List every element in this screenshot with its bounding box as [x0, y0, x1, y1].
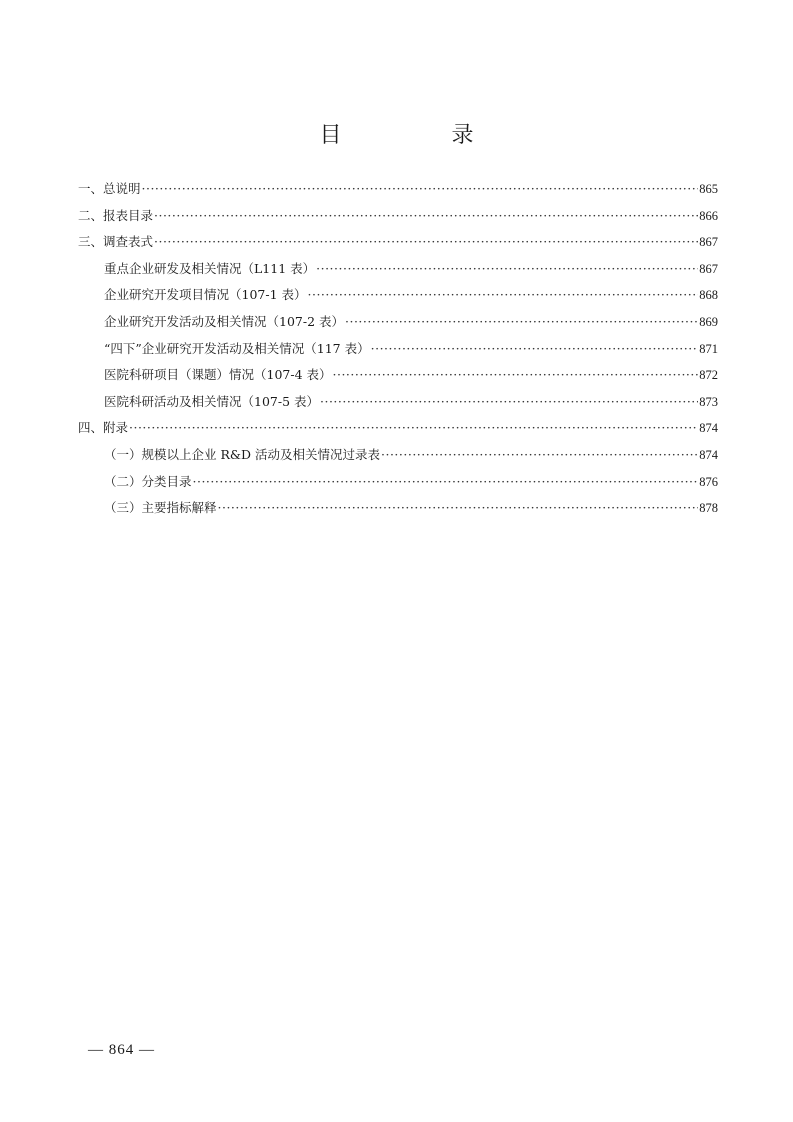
toc-entry-label: 医院科研项目（课题）情况（107-4 表）	[104, 367, 332, 383]
toc-leader	[320, 389, 698, 416]
toc-entry-label: 医院科研活动及相关情况（107-5 表）	[104, 393, 320, 409]
toc-leader	[345, 309, 698, 336]
page-number: — 864 —	[88, 1042, 155, 1058]
toc-entry-label: 三、调查表式	[78, 234, 154, 250]
page-title: 目 录	[319, 123, 518, 148]
toc-entry-page: 869	[699, 314, 718, 329]
toc-entry[interactable]	[78, 309, 718, 336]
toc-entry[interactable]	[78, 415, 718, 442]
toc-entry-page: 871	[699, 341, 718, 356]
toc-entry-label: （三）主要指标解释	[104, 500, 217, 516]
toc-leader	[381, 442, 698, 469]
toc-entry[interactable]	[78, 229, 718, 256]
toc-entry-label: 企业研究开发活动及相关情况（107-2 表）	[104, 313, 345, 329]
toc-leader	[129, 415, 698, 442]
toc-leader	[316, 256, 698, 283]
toc-entry[interactable]	[78, 282, 718, 309]
toc-entry-page: 876	[699, 474, 718, 489]
toc-entry-page: 868	[699, 288, 718, 303]
toc-entry-page: 874	[699, 421, 718, 436]
toc-entry-label: （二）分类目录	[104, 473, 192, 489]
toc-entry[interactable]	[78, 176, 718, 203]
toc-leader	[308, 282, 699, 309]
toc-entry-page: 867	[699, 261, 718, 276]
toc-entry[interactable]	[78, 336, 718, 363]
toc-entry-page: 865	[699, 182, 718, 196]
toc-entry-page: 874	[699, 447, 718, 462]
toc-entry[interactable]	[78, 442, 718, 469]
toc-leader	[154, 229, 698, 256]
toc-entry-label: 四、附录	[78, 420, 129, 436]
toc-entry-page: 867	[699, 235, 718, 250]
table-of-contents	[78, 176, 718, 522]
toc-entry-label: “四下”企业研究开发活动及相关情况（117 表）	[104, 340, 370, 356]
toc-entry[interactable]	[78, 256, 718, 283]
toc-entry-page: 873	[699, 394, 718, 409]
toc-leader	[193, 469, 699, 496]
toc-entry-label: 二、报表目录	[78, 207, 154, 223]
toc-entry-label: 一、总说明	[78, 181, 141, 196]
toc-entry[interactable]	[78, 389, 718, 416]
toc-entry[interactable]	[78, 203, 718, 230]
toc-leader	[154, 203, 698, 230]
toc-entry-page: 872	[699, 368, 718, 383]
toc-leader	[142, 176, 699, 203]
toc-entry[interactable]	[78, 362, 718, 389]
toc-entry-page: 878	[699, 501, 718, 516]
toc-leader	[218, 495, 699, 522]
toc-entry[interactable]	[78, 469, 718, 496]
toc-entry-page: 866	[699, 208, 718, 223]
toc-entry-label: 重点企业研发及相关情况（L111 表）	[104, 260, 316, 276]
toc-entry-label: （一）规模以上企业 R&D 活动及相关情况过录表	[104, 446, 381, 462]
toc-leader	[371, 336, 699, 363]
toc-leader	[333, 362, 699, 389]
toc-entry-label: 企业研究开发项目情况（107-1 表）	[104, 287, 307, 303]
toc-entry[interactable]	[78, 495, 718, 522]
